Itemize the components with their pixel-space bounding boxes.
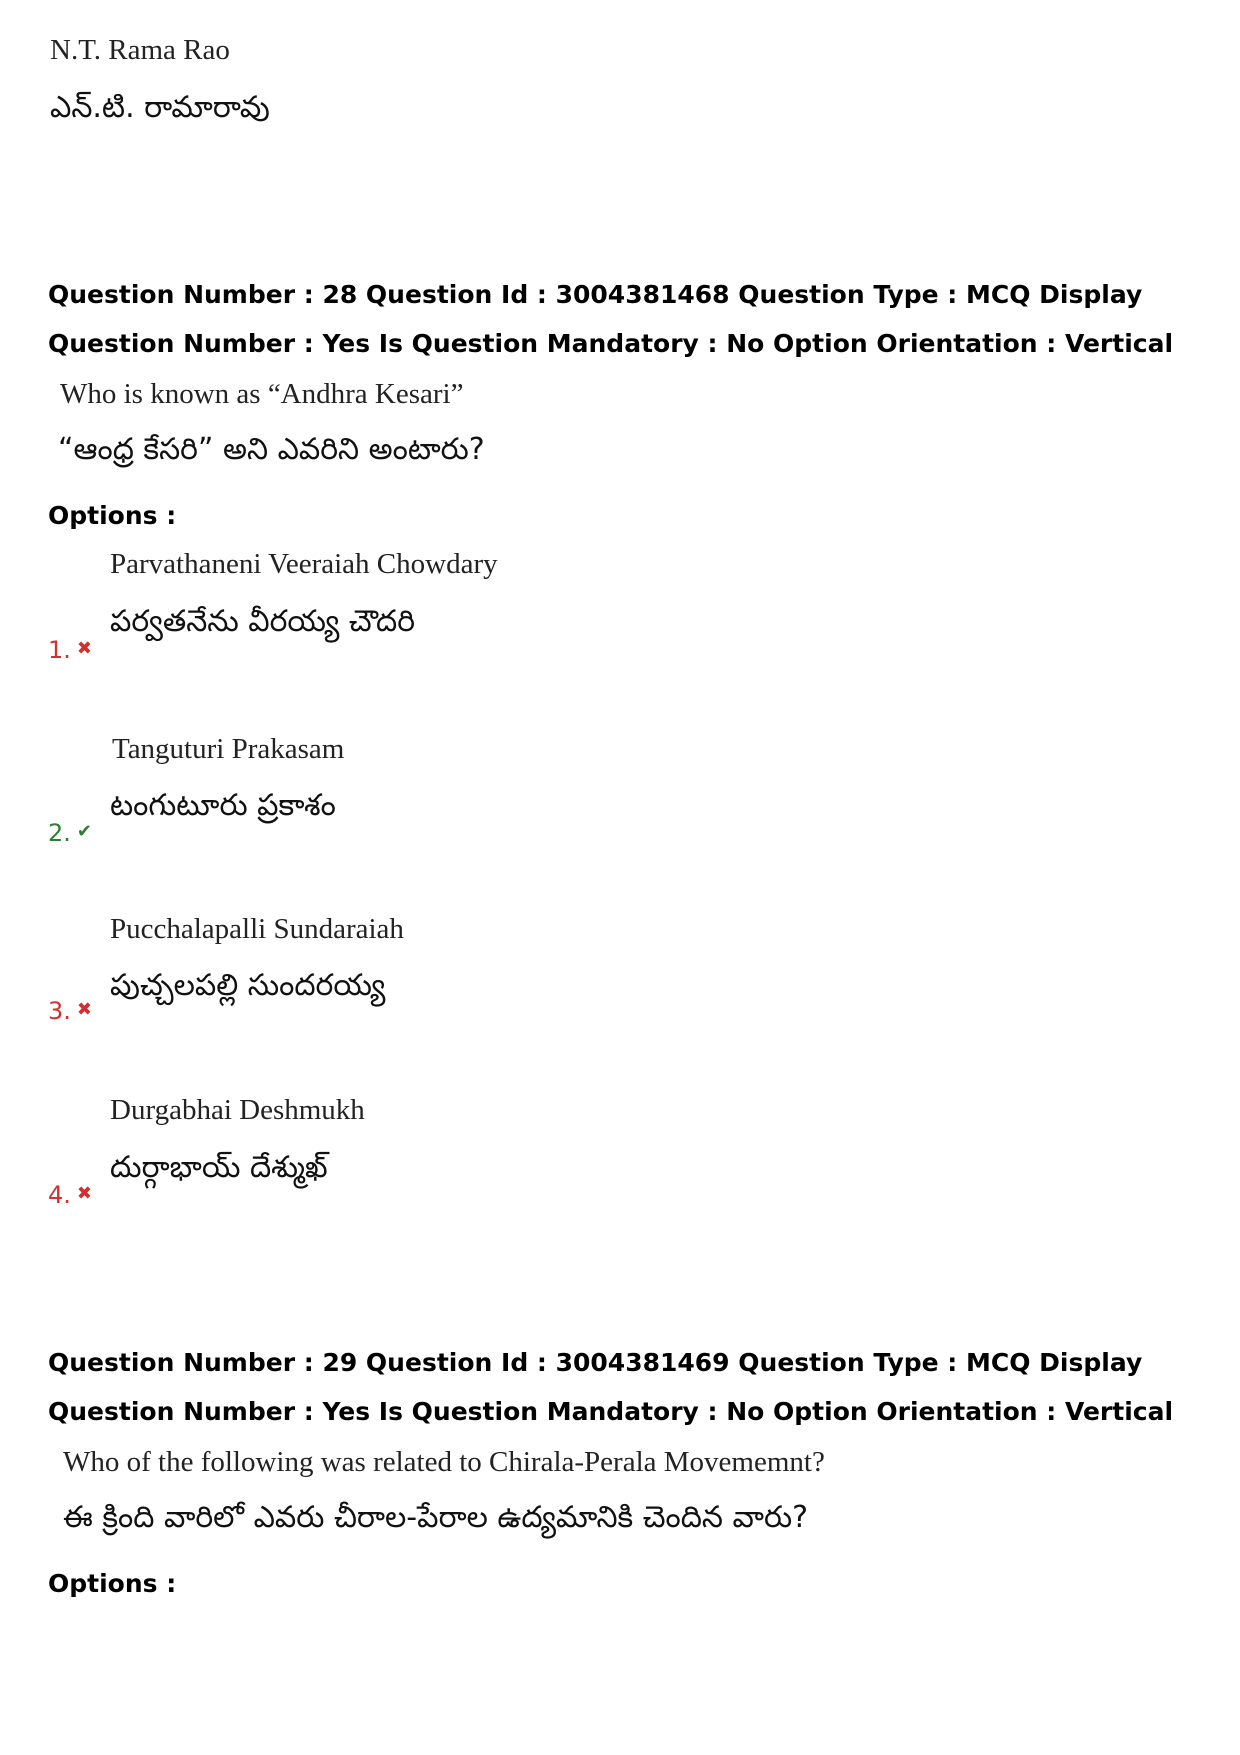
- option-number: 2.: [48, 819, 71, 847]
- q28-option-3-telugu: పుచ్చలపల్లి సుందరయ్య: [110, 968, 386, 1003]
- q28-option-1-number: [48, 636, 92, 664]
- q28-option-3-number: [48, 997, 92, 1025]
- q28-option-4-english: Durgabhai Deshmukh: [110, 1094, 365, 1126]
- q28-option-3-english: Pucchalapalli Sundaraiah: [110, 913, 404, 945]
- option-number: 1.: [48, 636, 71, 664]
- q28-option-1-telugu: పర్వతనేను వీరయ్య చౌదరి: [110, 604, 416, 639]
- q28-option-2-number: [48, 819, 92, 847]
- prev-option-english: N.T. Rama Rao: [50, 34, 230, 66]
- q29-question-english: Who of the following was related to Chirala-Perala Movememnt?: [63, 1446, 825, 1478]
- q29-meta: Question Number : 29 Question Id : 3004381469 Question Type : MCQ Display Question Number : Yes Is Question Mandatory : No Option Orientation : Vertical: [48, 1348, 1174, 1426]
- q28-question-english: Who is known as “Andhra Kesari”: [60, 378, 464, 410]
- q29-options-label: Options :: [48, 1569, 177, 1598]
- cross-icon: ✖: [76, 999, 92, 1020]
- q28-options-label: Options :: [48, 501, 177, 530]
- check-icon: ✔: [76, 821, 92, 842]
- q28-option-4-telugu: దుర్గాభాయ్ దేశ్ముఖ్: [110, 1150, 328, 1185]
- q28-question-telugu: “ఆంధ్ర కేసరి” అని ఎవరిని అంటారు?: [58, 432, 485, 467]
- cross-icon: ✖: [76, 638, 92, 659]
- q28-option-1-english: Parvathaneni Veeraiah Chowdary: [110, 548, 498, 580]
- q28-meta: Question Number : 28 Question Id : 3004381468 Question Type : MCQ Display Question Number : Yes Is Question Mandatory : No Option Orientation : Vertical: [48, 280, 1174, 358]
- q29-question-telugu: ఈ క్రింది వారిలో ఎవరు చీరాల-పేరాల ఉద్యమానికి చెందిన వారు?: [63, 1500, 809, 1535]
- cross-icon: ✖: [76, 1183, 92, 1204]
- prev-option-telugu: ఎన్.టి. రామారావు: [50, 90, 270, 125]
- option-number: 3.: [48, 997, 71, 1025]
- q28-option-4-number: [48, 1181, 92, 1209]
- q28-option-2-english: Tanguturi Prakasam: [112, 733, 345, 765]
- q28-option-2-telugu: టంగుటూరు ప్రకాశం: [110, 788, 336, 823]
- option-number: 4.: [48, 1181, 71, 1209]
